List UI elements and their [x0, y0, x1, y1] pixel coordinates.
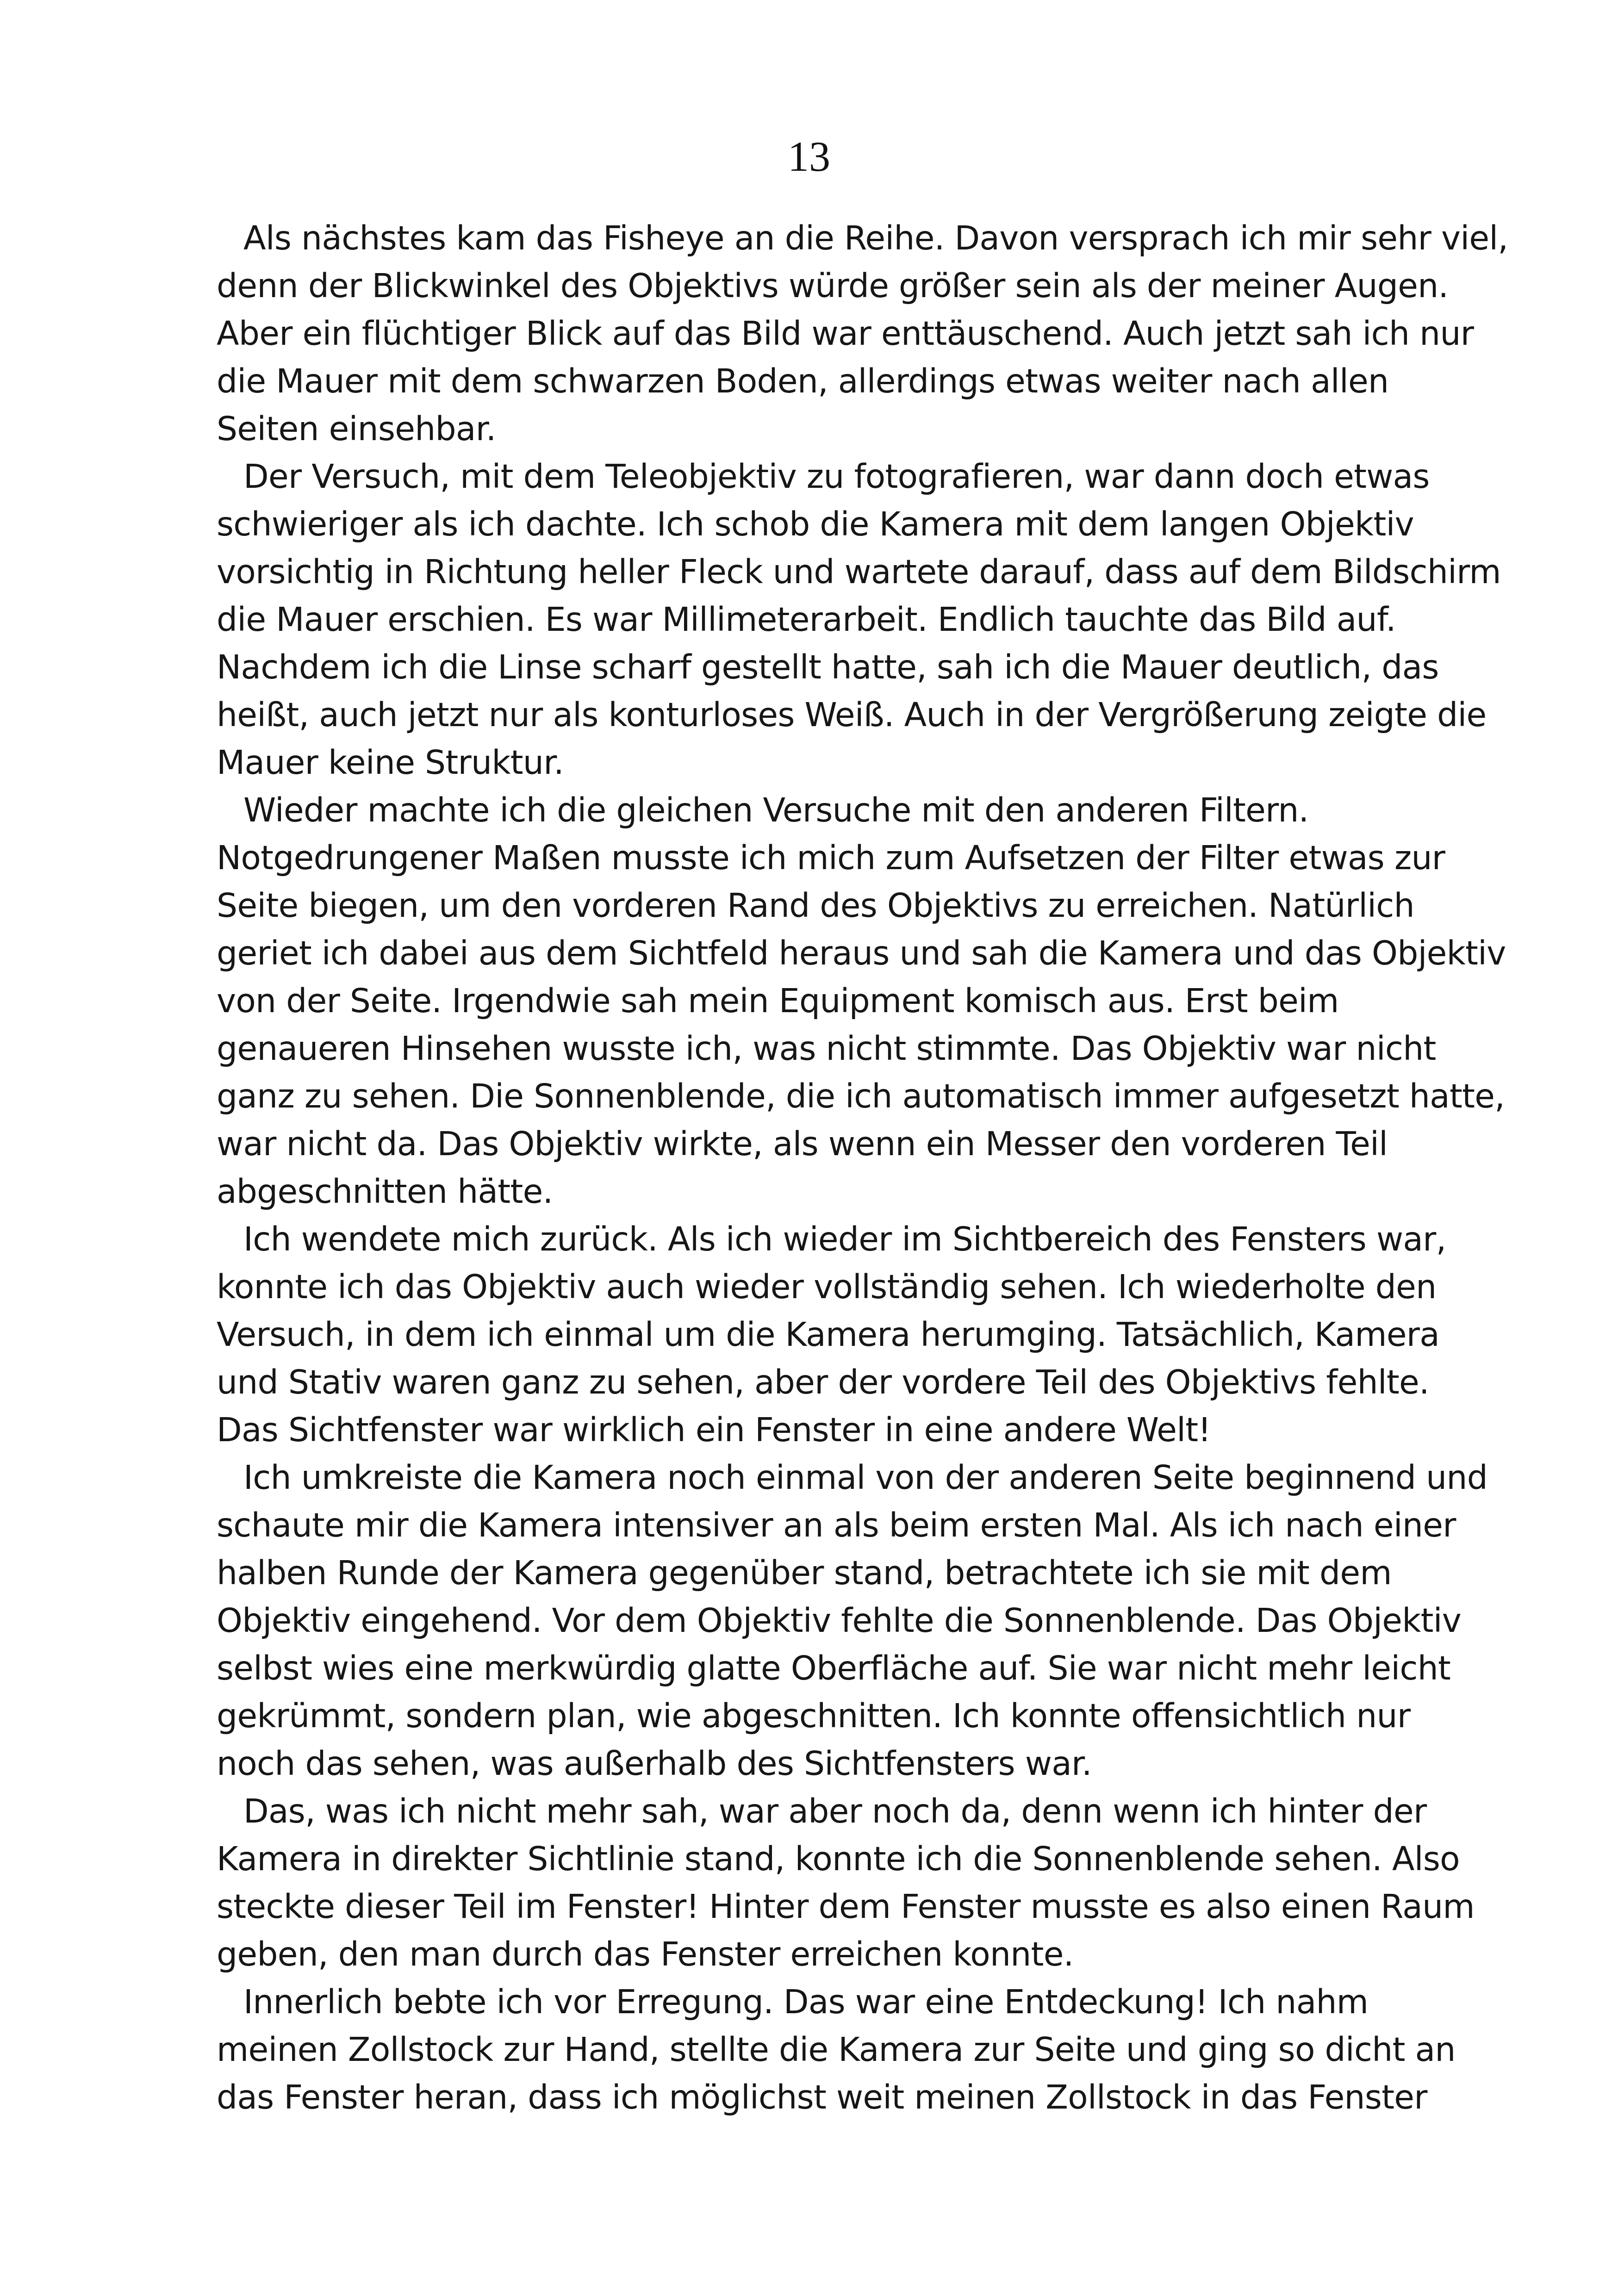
paragraph	[217, 1978, 1475, 2121]
text-line: die Mauer mit dem schwarzen Boden, allerdings etwas weiter nach allen	[217, 362, 1389, 400]
text-line: halben Runde der Kamera gegenüber stand, betrachtete ich sie mit dem	[217, 1554, 1392, 1592]
text-line: Seiten einsehbar.	[217, 410, 496, 448]
text-line: Das, was ich nicht mehr sah, war aber noch da, denn wenn ich hinter der	[243, 1792, 1427, 1830]
text-line: abgeschnitten hätte.	[217, 1172, 553, 1211]
text-line: konnte ich das Objektiv auch wieder vollständig sehen. Ich wiederholte den	[217, 1268, 1437, 1306]
paragraph	[217, 214, 1508, 453]
paragraph	[217, 1215, 1475, 1454]
text-line: die Mauer erschien. Es war Millimeterarbeit. Endlich tauchte das Bild auf.	[217, 600, 1396, 639]
text-line: Das Sichtfenster war wirklich ein Fenster in eine andere Welt!	[217, 1411, 1211, 1449]
text-line: Mauer keine Struktur.	[217, 743, 564, 782]
text-line: war nicht da. Das Objektiv wirkte, als wenn ein Messer den vorderen Teil	[217, 1125, 1388, 1163]
text-line: und Stativ waren ganz zu sehen, aber der vordere Teil des Objektivs fehlte.	[217, 1363, 1429, 1401]
text-line: Seite biegen, um den vorderen Rand des Objektivs zu erreichen. Natürlich	[217, 886, 1414, 925]
text-line: das Fenster heran, dass ich möglichst weit meinen Zollstock in das Fenster	[217, 2078, 1427, 2116]
text-line: Aber ein flüchtiger Blick auf das Bild war enttäuschend. Auch jetzt sah ich nur	[217, 314, 1474, 353]
text-line: Ich wendete mich zurück. Als ich wieder im Sichtbereich des Fensters war,	[243, 1220, 1446, 1258]
text-line: steckte dieser Teil im Fenster! Hinter dem Fenster musste es also einen Raum	[217, 1887, 1475, 1926]
text-line: Wieder machte ich die gleichen Versuche mit den anderen Filtern.	[243, 791, 1309, 829]
text-line: genaueren Hinsehen wusste ich, was nicht stimmte. Das Objektiv war nicht	[217, 1029, 1436, 1068]
text-line: geben, den man durch das Fenster erreichen konnte.	[217, 1935, 1074, 1973]
text-line: Versuch, in dem ich einmal um die Kamera herumging. Tatsächlich, Kamera	[217, 1315, 1440, 1354]
text-line: Der Versuch, mit dem Teleobjektiv zu fotografieren, war dann doch etwas	[243, 457, 1430, 496]
body-text	[217, 214, 1508, 2121]
paragraph	[217, 453, 1501, 786]
text-line: Objektiv eingehend. Vor dem Objektiv fehlte die Sonnenblende. Das Objektiv	[217, 1601, 1462, 1640]
text-line: noch das sehen, was außerhalb des Sichtfensters war.	[217, 1744, 1092, 1783]
text-line: heißt, auch jetzt nur als konturloses Weiß. Auch in der Vergrößerung zeigte die	[217, 696, 1487, 734]
text-line: denn der Blickwinkel des Objektivs würde größer sein als der meiner Augen.	[217, 267, 1449, 305]
text-line: Als nächstes kam das Fisheye an die Reihe. Davon versprach ich mir sehr viel,	[243, 219, 1508, 257]
text-line: gekrümmt, sondern plan, wie abgeschnitten. Ich konnte offensichtlich nur	[217, 1697, 1411, 1735]
text-line: Notgedrungener Maßen musste ich mich zum Aufsetzen der Filter etwas zur	[217, 839, 1445, 877]
text-line: schwieriger als ich dachte. Ich schob die Kamera mit dem langen Objektiv	[217, 505, 1414, 543]
page-number: 13	[788, 133, 830, 180]
text-line: vorsichtig in Richtung heller Fleck und wartete darauf, dass auf dem Bildschirm	[217, 553, 1501, 591]
text-line: schaute mir die Kamera intensiver an als beim ersten Mal. Als ich nach einer	[217, 1506, 1456, 1544]
text-line: Nachdem ich die Linse scharf gestellt hatte, sah ich die Mauer deutlich, das	[217, 648, 1439, 686]
text-line: geriet ich dabei aus dem Sichtfeld heraus und sah die Kamera und das Objektiv	[217, 934, 1506, 972]
text-line: Ich umkreiste die Kamera noch einmal von der anderen Seite beginnend und	[243, 1458, 1488, 1497]
text-line: selbst wies eine merkwürdig glatte Oberfläche auf. Sie war nicht mehr leicht	[217, 1649, 1451, 1687]
text-line: Kamera in direkter Sichtlinie stand, konnte ich die Sonnenblende sehen. Also	[217, 1840, 1460, 1878]
paragraph	[217, 786, 1506, 1215]
paragraph	[217, 1787, 1475, 1978]
paragraph	[217, 1454, 1488, 1787]
text-line: Innerlich bebte ich vor Erregung. Das war eine Entdeckung! Ich nahm	[243, 1983, 1369, 2021]
text-line: von der Seite. Irgendwie sah mein Equipment komisch aus. Erst beim	[217, 982, 1339, 1020]
text-line: meinen Zollstock zur Hand, stellte die Kamera zur Seite und ging so dicht an	[217, 2030, 1456, 2069]
text-line: ganz zu sehen. Die Sonnenblende, die ich automatisch immer aufgesetzt hatte,	[217, 1077, 1505, 1115]
